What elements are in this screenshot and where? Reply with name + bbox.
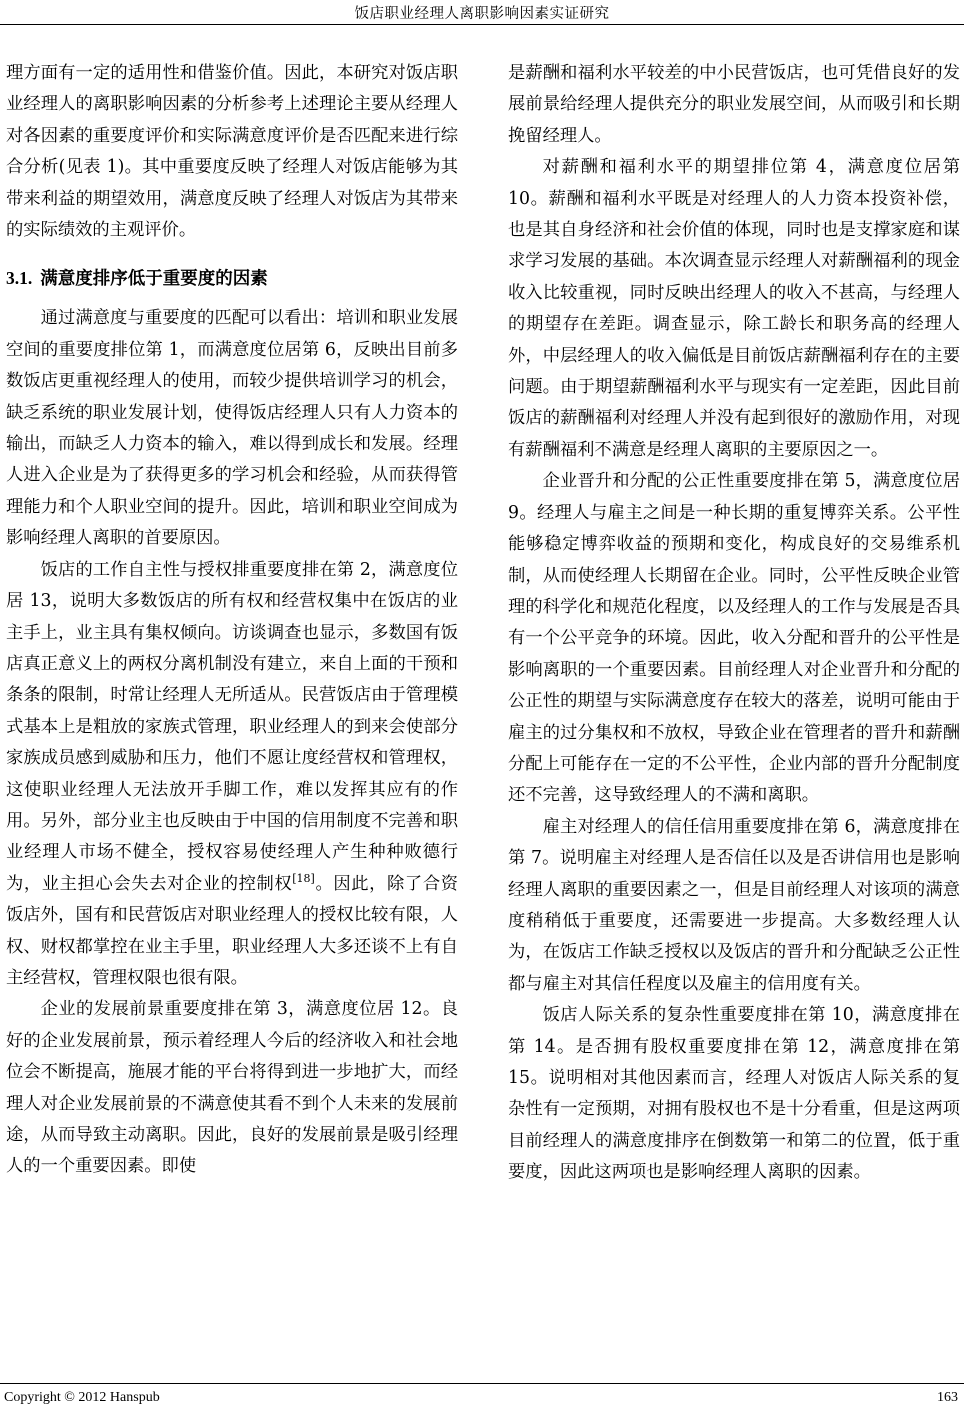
paragraph: 雇主对经理人的信任信用重要度排在第 6，满意度排在第 7。说明雇主对经理人是否信任以及是否讲信用也是影响经理人离职的重要因素之一，但是目前经理人对该项的满意度稍稍低于重要度，还需要进一步提高。大多数经理人认为，在饭店工作缺乏授权以及饭店的晋升和分配缺乏公正性都与雇主对其信任程度以及雇主的信用度有关。	[508, 816, 960, 994]
section-heading	[6, 264, 458, 293]
paragraph-text: 饭店的工作自主性与授权排重要度排在第 2，满意度位居 13，说明大多数饭店的所有权和经营权集中在饭店的业主手上，业主具有集权倾向。访谈调查也显示，多数国有饭店真正意义上的两权分离机制没有建立，来自上面的干预和条条的限制，时常让经理人无所适从。民营饭店由于管理模式基本上是粗放的家族式管理，职业经理人的到来会使部分家族成员感到威胁和压力，他们不愿让度经营权和管理权，这使职业经理人无法放开手脚工作，难以发挥其应有的作用。另外，部分业主也反映由于中国的信用制度不完善和职业经理人市场不健全，授权容易使经理人产生种种败德行为，业主担心会失去对企业的控制权	[6, 559, 458, 894]
paragraph: 企业的发展前景重要度排在第 3，满意度位居 12。良好的企业发展前景，预示着经理人今后的经济收入和社会地位会不断提高，施展才能的平台将得到进一步地扩大，而经理人对企业发展前景的不满意使其看不到个人未来的发展前途，从而导致主动离职。因此，良好的发展前景是吸引经理人的一个重要因素。即使	[6, 999, 458, 1177]
footer-rule	[0, 1383, 964, 1384]
paragraph: 理方面有一定的适用性和借鉴价值。因此，本研究对饭店职业经理人的离职影响因素的分析参考上述理论主要从经理人对各因素的重要度评价和实际满意度评价是否匹配来进行综合分析(见表 1)。其中重要度反映了经理人对饭店能够为其带来利益的期望效用，满意度反映了经理人对饭店为其带来的实际绩效的主观评价。	[6, 63, 458, 241]
section-title: 满意度排序低于重要度的因素	[40, 269, 268, 290]
paragraph: 是薪酬和福利水平较差的中小民营饭店，也可凭借良好的发展前景给经理人提供充分的职业发展空间，从而吸引和长期挽留经理人。	[508, 63, 960, 146]
paragraph-text: 。因此，除了合资饭店外，国有和民营饭店对职业经理人的授权比较有限，人权、财权都掌控在业主手里，职业经理人大多还谈不上有自主经营权，管理权限也很有限。	[6, 873, 458, 988]
paragraph: 企业晋升和分配的公正性重要度排在第 5，满意度位居 9。经理人与雇主之间是一种长期的重复博弈关系。公平性能够稳定博弈收益的预期和变化，构成良好的交易维系机制，从而使经理人长期留在企业。同时，公平性反映企业管理的科学化和规范化程度，以及经理人的工作与发展是否具有一个公平竞争的环境。因此，收入分配和晋升的公平性是影响离职的一个重要因素。目前经理人对企业晋升和分配的公正性的期望与实际满意度存在较大的落差，说明可能由于雇主的过分集权和不放权，导致企业在管理者的晋升和薪酬分配上可能存在一定的不公平性，企业内部的晋升分配制度还不完善，这导致经理人的不满和离职。	[508, 471, 960, 806]
section-number: 3.1.	[6, 268, 33, 289]
paragraph: 通过满意度与重要度的匹配可以看出：培训和职业发展空间的重要度排位第 1，而满意度位居第 6，反映出目前多数饭店更重视经理人的使用，而较少提供培训学习的机会，缺乏系统的职业发展计划，使得饭店经理人只有人力资本的输出，而缺乏人力资本的输入，难以得到成长和发展。经理人进入企业是为了获得更多的学习机会和经验，从而获得管理能力和个人职业空间的提升。因此，培训和职业空间成为影响经理人离职的首要原因。	[6, 308, 458, 549]
header-rule	[0, 24, 964, 25]
paragraph	[6, 555, 458, 995]
footer-copyright: Copyright © 2012 Hanspub	[4, 1390, 160, 1405]
running-header: 饭店职业经理人离职影响因素实证研究	[354, 6, 610, 22]
page-number: 163	[937, 1390, 958, 1405]
left-column	[6, 58, 458, 1183]
paragraph: 对薪酬和福利水平的期望排位第 4，满意度位居第 10。薪酬和福利水平既是对经理人的人力资本投资补偿，也是其自身经济和社会价值的体现，同时也是支撑家庭和谋求学习发展的基础。本次调查显示经理人对薪酬福利的现金收入比较重视，同时反映出经理人的收入不甚高，与经理人的期望存在差距。调查显示，除工龄长和职务高的经理人外，中层经理人的收入偏低是目前饭店薪酬福利存在的主要问题。由于期望薪酬福利水平与现实有一定差距，因此目前饭店的薪酬福利对经理人并没有起到很好的激励作用，对现有薪酬福利不满意是经理人离职的主要原因之一。	[508, 157, 960, 460]
paragraph: 饭店人际关系的复杂性重要度排在第 10，满意度排在第 14。是否拥有股权重要度排在第 12，满意度排在第 15。说明相对其他因素而言，经理人对饭店人际关系的复杂性有一定预期，对拥有股权也不是十分看重，但是这两项目前经理人的满意度排序在倒数第一和第二的位置，低于重要度，因此这两项也是影响经理人离职的因素。	[508, 1005, 960, 1183]
citation-link[interactable]: [18]	[292, 871, 315, 885]
right-column	[508, 58, 960, 1189]
